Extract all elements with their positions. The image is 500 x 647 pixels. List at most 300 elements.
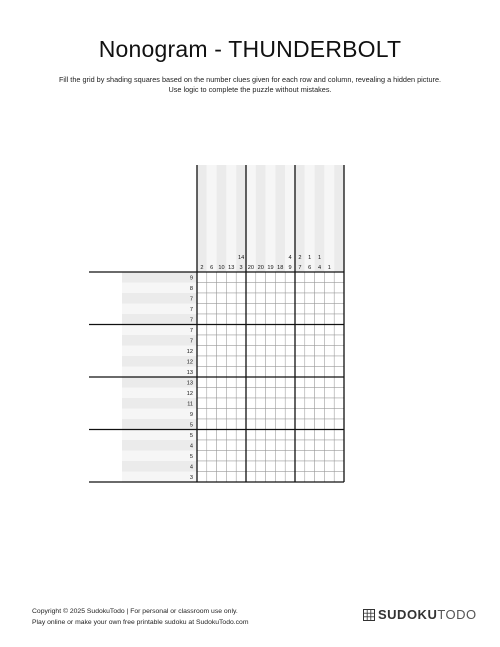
- grid-cell[interactable]: [207, 398, 217, 409]
- grid-cell[interactable]: [197, 451, 207, 462]
- grid-cell[interactable]: [275, 356, 285, 367]
- grid-cell[interactable]: [217, 314, 227, 325]
- grid-cell[interactable]: [334, 283, 344, 294]
- grid-cell[interactable]: [275, 325, 285, 336]
- grid-cell[interactable]: [305, 325, 315, 336]
- grid-cell[interactable]: [207, 430, 217, 441]
- grid-cell[interactable]: [295, 472, 305, 483]
- grid-cell[interactable]: [285, 293, 295, 304]
- grid-cell[interactable]: [226, 335, 236, 346]
- grid-cell[interactable]: [285, 335, 295, 346]
- grid-cell[interactable]: [246, 356, 256, 367]
- grid-cell[interactable]: [226, 356, 236, 367]
- grid-cell[interactable]: [197, 325, 207, 336]
- grid-cell[interactable]: [226, 367, 236, 378]
- sudokutodo-logo[interactable]: [363, 607, 477, 622]
- grid-cell[interactable]: [207, 272, 217, 283]
- grid-cell[interactable]: [295, 451, 305, 462]
- grid-cell[interactable]: [217, 335, 227, 346]
- grid-cell[interactable]: [334, 367, 344, 378]
- grid-cell[interactable]: [305, 398, 315, 409]
- grid-cell[interactable]: [334, 325, 344, 336]
- grid-cell[interactable]: [295, 409, 305, 420]
- grid-cell[interactable]: [305, 388, 315, 399]
- grid-cell[interactable]: [324, 398, 334, 409]
- grid-cell[interactable]: [207, 451, 217, 462]
- grid-cell[interactable]: [197, 304, 207, 315]
- grid-cell[interactable]: [285, 377, 295, 388]
- grid-cell[interactable]: [275, 398, 285, 409]
- grid-cell[interactable]: [197, 398, 207, 409]
- grid-cell[interactable]: [256, 430, 266, 441]
- grid-cell[interactable]: [285, 440, 295, 451]
- grid-cell[interactable]: [285, 461, 295, 472]
- grid-cell[interactable]: [266, 451, 276, 462]
- grid-cell[interactable]: [305, 272, 315, 283]
- grid-cell[interactable]: [197, 377, 207, 388]
- grid-cell[interactable]: [256, 293, 266, 304]
- grid-cell[interactable]: [207, 314, 217, 325]
- grid-cell[interactable]: [197, 356, 207, 367]
- grid-cell[interactable]: [256, 304, 266, 315]
- grid-cell[interactable]: [226, 304, 236, 315]
- grid-cell[interactable]: [334, 293, 344, 304]
- grid-cell[interactable]: [217, 377, 227, 388]
- grid-cell[interactable]: [315, 440, 325, 451]
- grid-cell[interactable]: [246, 472, 256, 483]
- grid-cell[interactable]: [315, 367, 325, 378]
- grid-cell[interactable]: [256, 335, 266, 346]
- grid-cell[interactable]: [315, 472, 325, 483]
- grid-cell[interactable]: [197, 314, 207, 325]
- grid-cell[interactable]: [324, 272, 334, 283]
- grid-cell[interactable]: [226, 346, 236, 357]
- grid-cell[interactable]: [266, 419, 276, 430]
- grid-cell[interactable]: [275, 388, 285, 399]
- grid-cell[interactable]: [305, 440, 315, 451]
- grid-cell[interactable]: [324, 304, 334, 315]
- grid-cell[interactable]: [256, 461, 266, 472]
- grid-cell[interactable]: [236, 461, 246, 472]
- grid-cell[interactable]: [207, 335, 217, 346]
- grid-cell[interactable]: [207, 440, 217, 451]
- grid-cell[interactable]: [226, 283, 236, 294]
- grid-cell[interactable]: [236, 367, 246, 378]
- grid-cell[interactable]: [324, 367, 334, 378]
- grid-cell[interactable]: [315, 419, 325, 430]
- grid-cell[interactable]: [197, 430, 207, 441]
- grid-cell[interactable]: [217, 451, 227, 462]
- grid-cell[interactable]: [207, 472, 217, 483]
- grid-cell[interactable]: [324, 419, 334, 430]
- grid-cell[interactable]: [246, 377, 256, 388]
- grid-cell[interactable]: [275, 314, 285, 325]
- grid-cell[interactable]: [197, 293, 207, 304]
- grid-cell[interactable]: [275, 419, 285, 430]
- grid-cell[interactable]: [315, 377, 325, 388]
- grid-cell[interactable]: [217, 398, 227, 409]
- grid-cell[interactable]: [256, 283, 266, 294]
- grid-cell[interactable]: [236, 388, 246, 399]
- grid-cell[interactable]: [226, 472, 236, 483]
- grid-cell[interactable]: [324, 451, 334, 462]
- grid-cell[interactable]: [236, 440, 246, 451]
- grid-cell[interactable]: [334, 377, 344, 388]
- grid-cell[interactable]: [315, 356, 325, 367]
- grid-cell[interactable]: [256, 367, 266, 378]
- grid-cell[interactable]: [256, 409, 266, 420]
- grid-cell[interactable]: [236, 304, 246, 315]
- grid-cell[interactable]: [256, 346, 266, 357]
- grid-cell[interactable]: [305, 367, 315, 378]
- grid-cell[interactable]: [197, 409, 207, 420]
- grid-cell[interactable]: [217, 356, 227, 367]
- grid-cell[interactable]: [285, 419, 295, 430]
- grid-cell[interactable]: [324, 356, 334, 367]
- grid-cell[interactable]: [334, 430, 344, 441]
- grid-cell[interactable]: [305, 409, 315, 420]
- grid-cell[interactable]: [285, 325, 295, 336]
- grid-cell[interactable]: [197, 461, 207, 472]
- grid-cell[interactable]: [207, 283, 217, 294]
- grid-cell[interactable]: [266, 272, 276, 283]
- grid-cell[interactable]: [217, 409, 227, 420]
- grid-cell[interactable]: [285, 409, 295, 420]
- grid-cell[interactable]: [334, 461, 344, 472]
- grid-cell[interactable]: [275, 409, 285, 420]
- grid-cell[interactable]: [226, 440, 236, 451]
- grid-cell[interactable]: [256, 451, 266, 462]
- grid-cell[interactable]: [266, 377, 276, 388]
- grid-cell[interactable]: [236, 314, 246, 325]
- grid-cell[interactable]: [324, 472, 334, 483]
- grid-cell[interactable]: [334, 314, 344, 325]
- grid-cell[interactable]: [207, 388, 217, 399]
- grid-cell[interactable]: [324, 461, 334, 472]
- grid-cell[interactable]: [315, 346, 325, 357]
- grid-cell[interactable]: [217, 304, 227, 315]
- grid-cell[interactable]: [305, 283, 315, 294]
- grid-cell[interactable]: [226, 461, 236, 472]
- grid-cell[interactable]: [315, 451, 325, 462]
- grid-cell[interactable]: [266, 335, 276, 346]
- grid-cell[interactable]: [197, 388, 207, 399]
- grid-cell[interactable]: [236, 272, 246, 283]
- grid-cell[interactable]: [295, 461, 305, 472]
- grid-cell[interactable]: [246, 346, 256, 357]
- grid-cell[interactable]: [197, 283, 207, 294]
- grid-cell[interactable]: [197, 335, 207, 346]
- grid-cell[interactable]: [334, 440, 344, 451]
- grid-cell[interactable]: [324, 283, 334, 294]
- grid-cell[interactable]: [295, 419, 305, 430]
- grid-cell[interactable]: [226, 325, 236, 336]
- grid-cell[interactable]: [295, 440, 305, 451]
- grid-cell[interactable]: [266, 346, 276, 357]
- grid-cell[interactable]: [305, 451, 315, 462]
- grid-cell[interactable]: [266, 304, 276, 315]
- grid-cell[interactable]: [246, 398, 256, 409]
- grid-cell[interactable]: [236, 451, 246, 462]
- grid-cell[interactable]: [256, 325, 266, 336]
- grid-cell[interactable]: [305, 293, 315, 304]
- grid-cell[interactable]: [275, 377, 285, 388]
- grid-cell[interactable]: [295, 283, 305, 294]
- grid-cell[interactable]: [226, 409, 236, 420]
- grid-cell[interactable]: [285, 367, 295, 378]
- grid-cell[interactable]: [275, 272, 285, 283]
- grid-cell[interactable]: [295, 398, 305, 409]
- grid-cell[interactable]: [295, 293, 305, 304]
- grid-cell[interactable]: [275, 472, 285, 483]
- grid-cell[interactable]: [305, 314, 315, 325]
- grid-cell[interactable]: [246, 440, 256, 451]
- grid-cell[interactable]: [315, 283, 325, 294]
- grid-cell[interactable]: [324, 409, 334, 420]
- grid-cell[interactable]: [324, 440, 334, 451]
- grid-cell[interactable]: [256, 440, 266, 451]
- grid-cell[interactable]: [256, 356, 266, 367]
- grid-cell[interactable]: [324, 346, 334, 357]
- grid-cell[interactable]: [315, 314, 325, 325]
- grid-cell[interactable]: [334, 472, 344, 483]
- grid-cell[interactable]: [285, 346, 295, 357]
- grid-cell[interactable]: [295, 304, 305, 315]
- grid-cell[interactable]: [236, 409, 246, 420]
- grid-cell[interactable]: [217, 283, 227, 294]
- grid-cell[interactable]: [236, 419, 246, 430]
- grid-cell[interactable]: [217, 325, 227, 336]
- grid-cell[interactable]: [275, 283, 285, 294]
- grid-cell[interactable]: [275, 346, 285, 357]
- grid-cell[interactable]: [295, 346, 305, 357]
- grid-cell[interactable]: [197, 367, 207, 378]
- grid-cell[interactable]: [334, 409, 344, 420]
- grid-cell[interactable]: [226, 293, 236, 304]
- grid-cell[interactable]: [275, 304, 285, 315]
- grid-cell[interactable]: [207, 304, 217, 315]
- grid-cell[interactable]: [226, 377, 236, 388]
- grid-cell[interactable]: [266, 430, 276, 441]
- grid-cell[interactable]: [266, 472, 276, 483]
- grid-cell[interactable]: [275, 440, 285, 451]
- grid-cell[interactable]: [246, 283, 256, 294]
- grid-cell[interactable]: [334, 335, 344, 346]
- grid-cell[interactable]: [275, 461, 285, 472]
- grid-cell[interactable]: [305, 356, 315, 367]
- grid-cell[interactable]: [256, 314, 266, 325]
- grid-cell[interactable]: [197, 472, 207, 483]
- grid-cell[interactable]: [226, 272, 236, 283]
- grid-cell[interactable]: [246, 367, 256, 378]
- grid-cell[interactable]: [315, 325, 325, 336]
- grid-cell[interactable]: [315, 409, 325, 420]
- grid-cell[interactable]: [285, 388, 295, 399]
- grid-cell[interactable]: [305, 346, 315, 357]
- grid-cell[interactable]: [256, 377, 266, 388]
- grid-cell[interactable]: [275, 430, 285, 441]
- grid-cell[interactable]: [285, 398, 295, 409]
- grid-cell[interactable]: [295, 356, 305, 367]
- grid-cell[interactable]: [295, 388, 305, 399]
- grid-cell[interactable]: [305, 419, 315, 430]
- grid-cell[interactable]: [295, 377, 305, 388]
- grid-cell[interactable]: [256, 388, 266, 399]
- grid-cell[interactable]: [197, 346, 207, 357]
- grid-cell[interactable]: [295, 367, 305, 378]
- grid-cell[interactable]: [334, 346, 344, 357]
- grid-cell[interactable]: [217, 419, 227, 430]
- grid-cell[interactable]: [256, 472, 266, 483]
- grid-cell[interactable]: [315, 398, 325, 409]
- grid-cell[interactable]: [266, 293, 276, 304]
- grid-cell[interactable]: [246, 461, 256, 472]
- grid-cell[interactable]: [305, 461, 315, 472]
- grid-cell[interactable]: [285, 304, 295, 315]
- grid-cell[interactable]: [315, 304, 325, 315]
- grid-cell[interactable]: [217, 440, 227, 451]
- grid-cell[interactable]: [217, 293, 227, 304]
- grid-cell[interactable]: [305, 335, 315, 346]
- grid-cell[interactable]: [246, 430, 256, 441]
- grid-cell[interactable]: [236, 283, 246, 294]
- grid-cell[interactable]: [285, 472, 295, 483]
- grid-cell[interactable]: [246, 304, 256, 315]
- grid-cell[interactable]: [324, 377, 334, 388]
- grid-cell[interactable]: [275, 335, 285, 346]
- grid-cell[interactable]: [217, 461, 227, 472]
- grid-cell[interactable]: [207, 461, 217, 472]
- grid-cell[interactable]: [246, 419, 256, 430]
- grid-cell[interactable]: [197, 440, 207, 451]
- grid-cell[interactable]: [197, 272, 207, 283]
- grid-cell[interactable]: [236, 325, 246, 336]
- grid-cell[interactable]: [266, 461, 276, 472]
- grid-cell[interactable]: [305, 377, 315, 388]
- grid-cell[interactable]: [256, 419, 266, 430]
- grid-cell[interactable]: [217, 346, 227, 357]
- grid-cell[interactable]: [295, 325, 305, 336]
- grid-cell[interactable]: [217, 472, 227, 483]
- grid-cell[interactable]: [246, 272, 256, 283]
- grid-cell[interactable]: [246, 451, 256, 462]
- grid-cell[interactable]: [315, 461, 325, 472]
- grid-cell[interactable]: [256, 398, 266, 409]
- grid-cell[interactable]: [266, 388, 276, 399]
- grid-cell[interactable]: [324, 325, 334, 336]
- grid-cell[interactable]: [315, 293, 325, 304]
- grid-cell[interactable]: [305, 304, 315, 315]
- grid-cell[interactable]: [266, 440, 276, 451]
- grid-cell[interactable]: [217, 367, 227, 378]
- grid-cell[interactable]: [207, 325, 217, 336]
- grid-cell[interactable]: [207, 419, 217, 430]
- grid-cell[interactable]: [226, 430, 236, 441]
- grid-cell[interactable]: [246, 409, 256, 420]
- grid-cell[interactable]: [295, 430, 305, 441]
- grid-cell[interactable]: [324, 335, 334, 346]
- grid-cell[interactable]: [207, 293, 217, 304]
- grid-cell[interactable]: [275, 293, 285, 304]
- grid-cell[interactable]: [217, 388, 227, 399]
- grid-cell[interactable]: [226, 314, 236, 325]
- grid-cell[interactable]: [334, 304, 344, 315]
- grid-cell[interactable]: [207, 377, 217, 388]
- grid-cell[interactable]: [334, 356, 344, 367]
- grid-cell[interactable]: [305, 472, 315, 483]
- grid-cell[interactable]: [226, 388, 236, 399]
- grid-cell[interactable]: [285, 451, 295, 462]
- grid-cell[interactable]: [266, 314, 276, 325]
- grid-cell[interactable]: [236, 377, 246, 388]
- grid-cell[interactable]: [197, 419, 207, 430]
- grid-cell[interactable]: [207, 367, 217, 378]
- grid-cell[interactable]: [285, 314, 295, 325]
- grid-cell[interactable]: [207, 409, 217, 420]
- grid-cell[interactable]: [334, 272, 344, 283]
- grid-cell[interactable]: [324, 388, 334, 399]
- grid-cell[interactable]: [236, 335, 246, 346]
- grid-cell[interactable]: [266, 325, 276, 336]
- grid-cell[interactable]: [226, 398, 236, 409]
- grid-cell[interactable]: [295, 314, 305, 325]
- grid-cell[interactable]: [295, 272, 305, 283]
- grid-cell[interactable]: [285, 283, 295, 294]
- grid-cell[interactable]: [236, 356, 246, 367]
- grid-cell[interactable]: [217, 430, 227, 441]
- grid-cell[interactable]: [334, 398, 344, 409]
- grid-cell[interactable]: [285, 272, 295, 283]
- grid-cell[interactable]: [207, 356, 217, 367]
- grid-cell[interactable]: [236, 398, 246, 409]
- grid-cell[interactable]: [236, 472, 246, 483]
- grid-cell[interactable]: [285, 356, 295, 367]
- grid-cell[interactable]: [295, 335, 305, 346]
- grid-cell[interactable]: [315, 335, 325, 346]
- grid-cell[interactable]: [226, 419, 236, 430]
- grid-cell[interactable]: [266, 356, 276, 367]
- grid-cell[interactable]: [256, 272, 266, 283]
- grid-cell[interactable]: [305, 430, 315, 441]
- grid-cell[interactable]: [266, 283, 276, 294]
- grid-cell[interactable]: [246, 335, 256, 346]
- grid-cell[interactable]: [334, 451, 344, 462]
- grid-cell[interactable]: [315, 388, 325, 399]
- grid-cell[interactable]: [236, 346, 246, 357]
- grid-cell[interactable]: [315, 430, 325, 441]
- grid-cell[interactable]: [324, 293, 334, 304]
- grid-cell[interactable]: [266, 398, 276, 409]
- grid-cell[interactable]: [334, 388, 344, 399]
- grid-cell[interactable]: [315, 272, 325, 283]
- grid-cell[interactable]: [275, 367, 285, 378]
- grid-cell[interactable]: [236, 430, 246, 441]
- grid-cell[interactable]: [324, 430, 334, 441]
- grid-cell[interactable]: [266, 367, 276, 378]
- grid-cell[interactable]: [334, 419, 344, 430]
- grid-cell[interactable]: [246, 388, 256, 399]
- grid-cell[interactable]: [226, 451, 236, 462]
- grid-cell[interactable]: [246, 314, 256, 325]
- grid-cell[interactable]: [266, 409, 276, 420]
- grid-cell[interactable]: [217, 272, 227, 283]
- grid-cell[interactable]: [246, 325, 256, 336]
- grid-cell[interactable]: [207, 346, 217, 357]
- grid-cell[interactable]: [324, 314, 334, 325]
- grid-cell[interactable]: [246, 293, 256, 304]
- grid-cell[interactable]: [285, 430, 295, 441]
- grid-cell[interactable]: [275, 451, 285, 462]
